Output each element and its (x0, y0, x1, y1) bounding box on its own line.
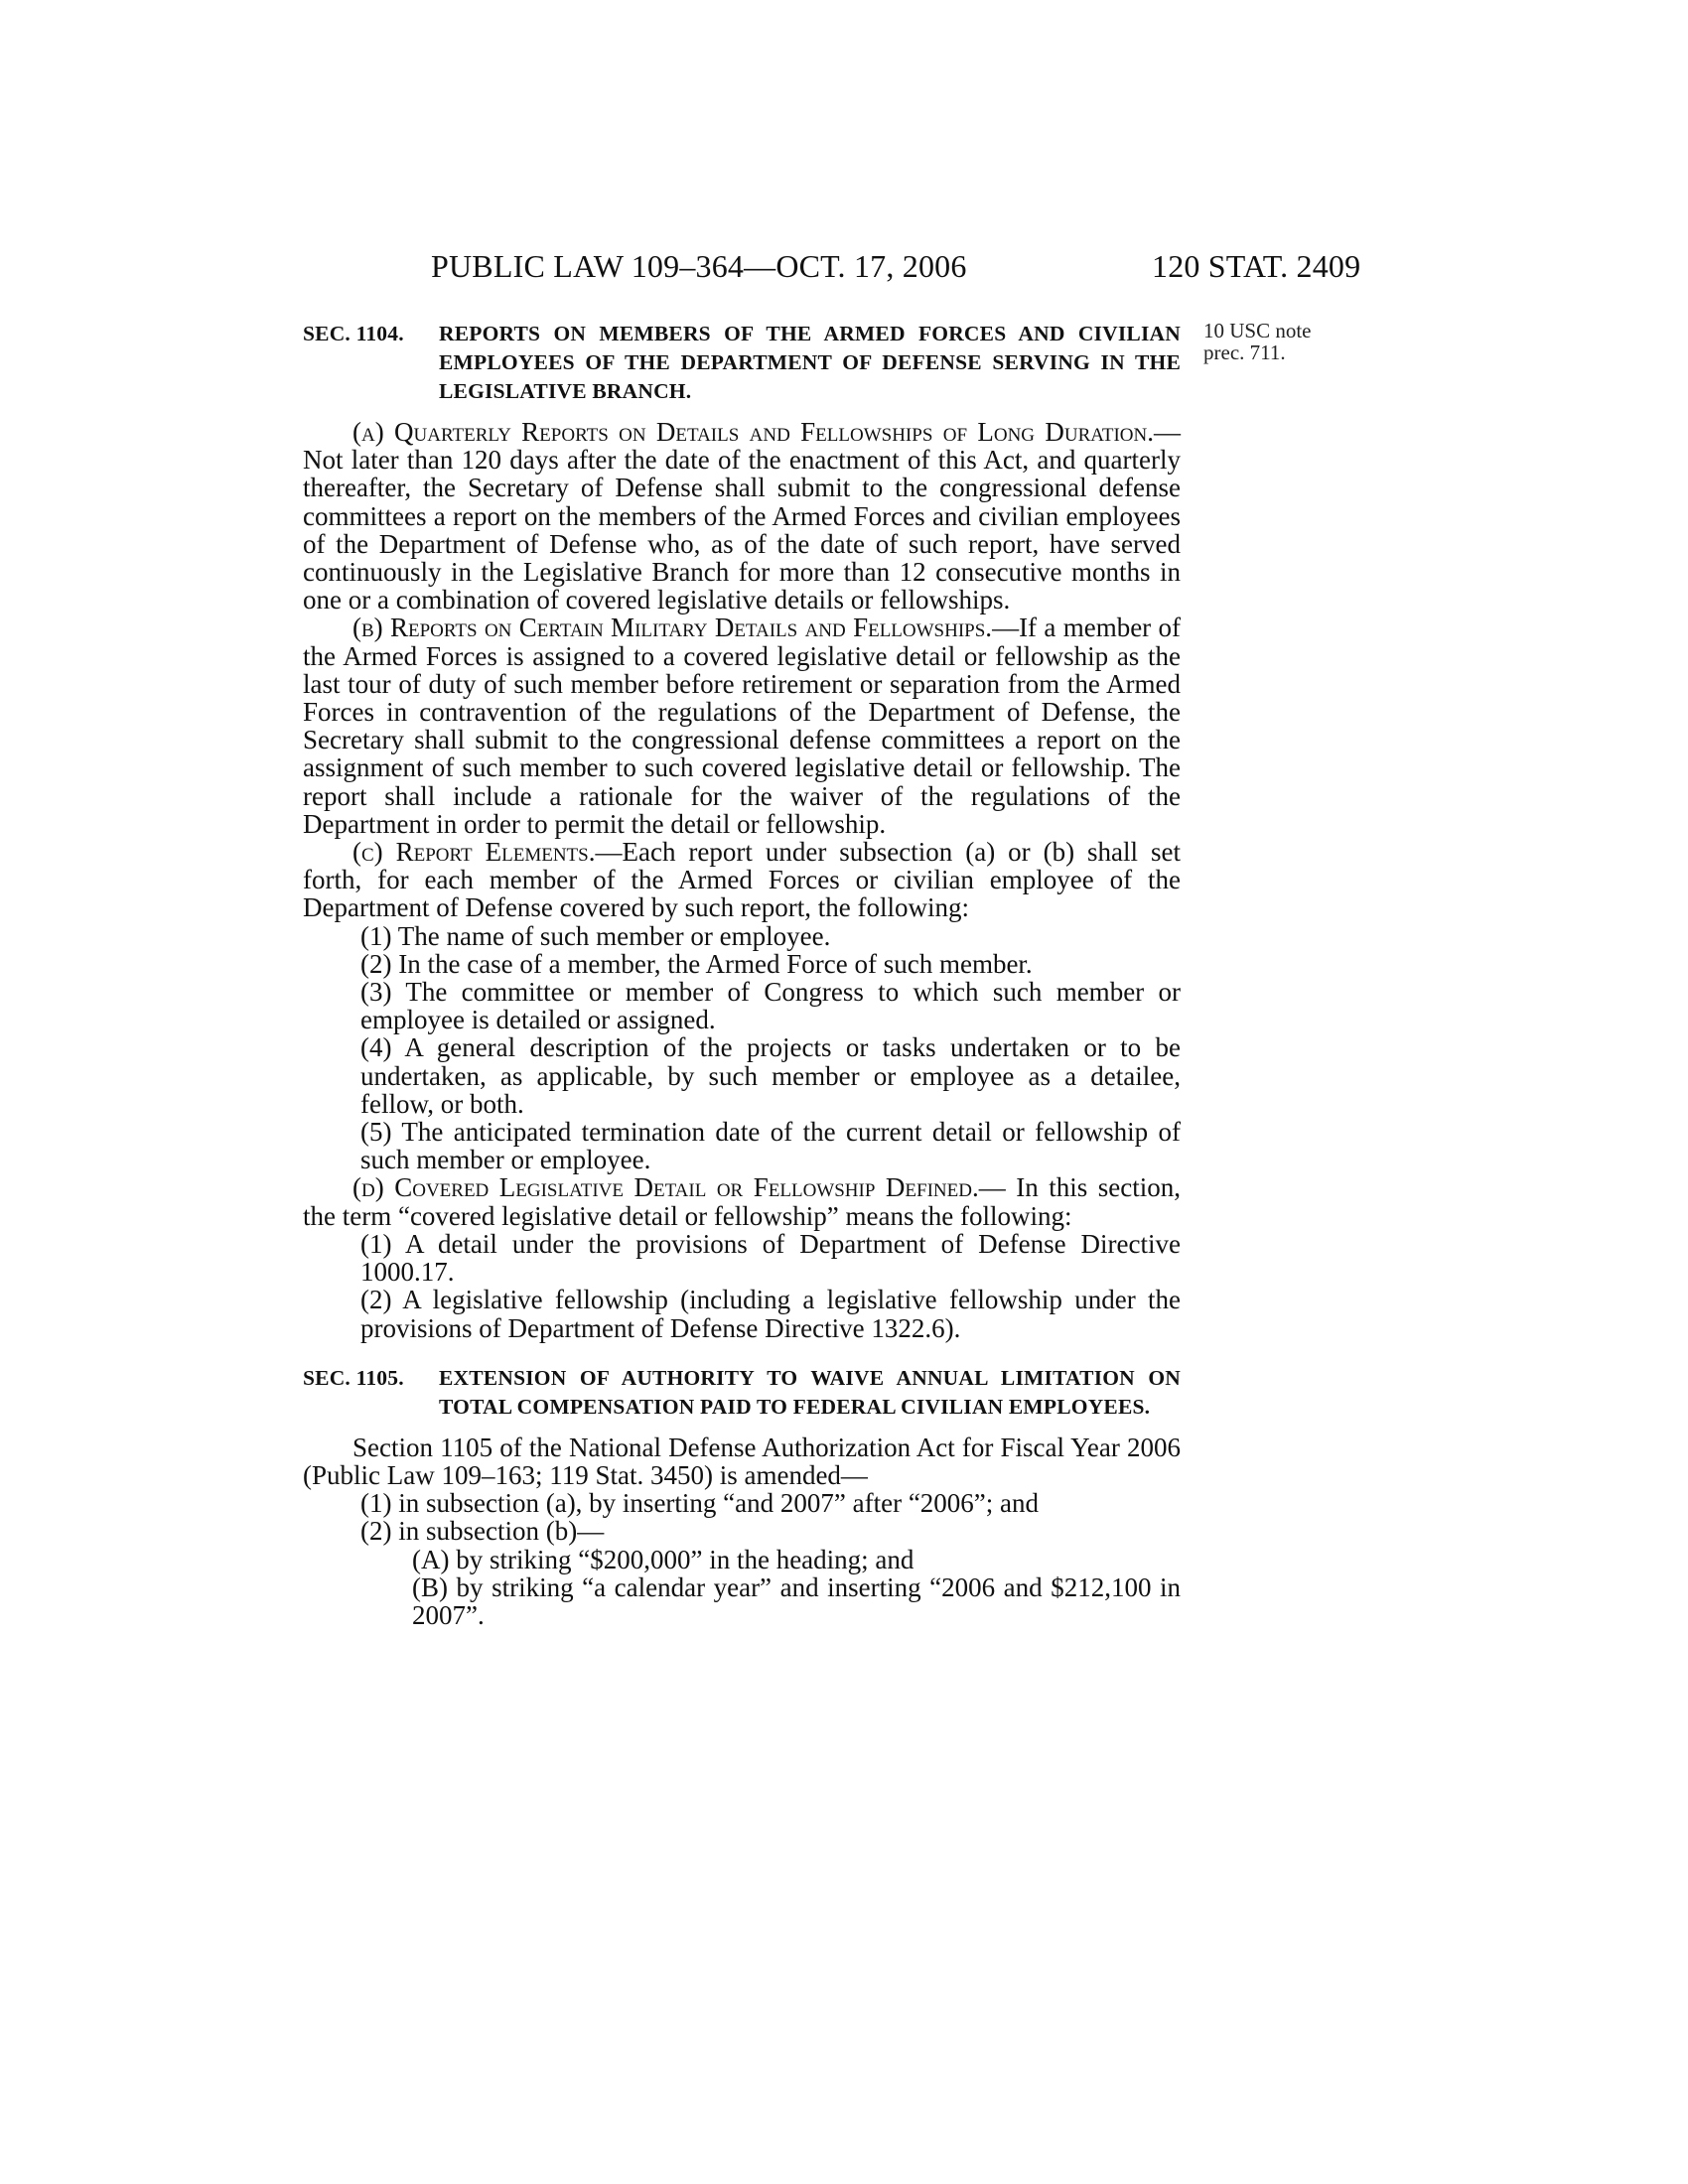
list-item: (1) in subsection (a), by inserting “and 2007” after “2006”; and (360, 1488, 1040, 1519)
subsection-c (303, 838, 1181, 922)
list-item: (1) A detail under the provisions of Department of Defense Directive 1000.17. (360, 1228, 1181, 1288)
list-item: (2) A legislative fellowship (including a legislative fellowship under the provisions of Department of Defense Directive 1322.6). (360, 1285, 1181, 1343)
margin-note (1203, 320, 1342, 363)
section-1104-heading (303, 320, 1181, 406)
section-1104-title: REPORTS ON MEMBERS OF THE ARMED FORCES AND CIVILIAN EMPLOYEES OF THE DEPARTMENT OF DEFENSE SERVING IN THE LEGISLATIVE BRANCH. (439, 322, 1181, 403)
section-1105-intro: Section 1105 of the National Defense Authorization Act for Fiscal Year 2006 (Public Law 109–163; 119 Stat. 3450) is amended— (303, 1432, 1181, 1490)
subsection-d-text: — In this section, the term “covered legislative detail or fellowship” means the following: (303, 1172, 1181, 1231)
section-1105-number: SEC. 1105. (303, 1365, 404, 1390)
list-item: (3) The committee or member of Congress to which such member or employee is detailed or assigned. (360, 977, 1181, 1035)
list-item: (2) in subsection (b)— (360, 1516, 605, 1547)
running-head-left: PUBLIC LAW 109–364—OCT. 17, 2006 (431, 248, 967, 284)
section-1105-heading (303, 1364, 1181, 1422)
margin-note-line2: prec. 711. (1203, 341, 1286, 364)
list-subitem: (A) by striking “$200,000” in the heading; and (412, 1544, 914, 1574)
subsection-b-text: —If a member of the Armed Forces is assigned to a covered legislative detail or fellowship as the last tour of duty of such member before retirement or separation from the Armed Forces in contravention of the regulations of the Department of Defense, the Secretary shall submit to the congressional defense committees a report on the assignment of such member to such covered legislative detail or fellowship. The report shall include a rationale for the waiver of the regulations of the Department in order to permit the detail or fellowship. (303, 613, 1181, 839)
subsection-d (303, 1173, 1181, 1229)
main-column (303, 320, 1181, 1629)
subsection-b-heading: (b) Reports on Certain Military Details and Fellowships. (352, 613, 993, 643)
list-item: (1) The name of such member or employee. (360, 920, 831, 951)
subsection-d-heading: (d) Covered Legislative Detail or Fellowship Defined. (352, 1172, 979, 1203)
subsection-a-heading: (a) Quarterly Reports on Details and Fellowships of Long Duration. (352, 417, 1154, 447)
subsection-a (303, 418, 1181, 614)
list-subitem: (B) by striking “a calendar year” and inserting “2006 and $212,100 in 2007”. (412, 1571, 1181, 1630)
list-item: (2) In the case of a member, the Armed Force of such member. (360, 948, 1033, 979)
list-item: (5) The anticipated termination date of the current detail or fellowship of such member or employee. (360, 1117, 1181, 1175)
margin-note-line1: 10 USC note (1203, 319, 1312, 342)
section-1104-number: SEC. 1104. (303, 322, 404, 345)
subsection-c-heading: (c) Report Elements. (352, 837, 596, 868)
section-1105-title: EXTENSION OF AUTHORITY TO WAIVE ANNUAL LIMITATION ON TOTAL COMPENSATION PAID TO FEDERAL CIVILIAN EMPLOYEES. (439, 1365, 1181, 1419)
list-item: (4) A general description of the projects or tasks undertaken or to be undertaken, as applicable, by such member or employee as a detailee, fellow, or both. (360, 1032, 1181, 1119)
subsection-c-text: —Each report under subsection (a) or (b) shall set forth, for each member of the Armed Forces or civilian employee of the Department of Defense covered by such report, the following: (303, 837, 1181, 923)
subsection-b (303, 614, 1181, 838)
subsection-a-text: —Not later than 120 days after the date of the enactment of this Act, and quarterly thereafter, the Secretary of Defense shall submit to the congressional defense committees a report on the members of the Armed Forces and civilian employees of the Department of Defense who, as of the date of such report, have served continuously in the Legislative Branch for more than 12 consecutive months in one or a combination of covered legislative details or fellowships. (303, 417, 1181, 615)
running-head-right: 120 STAT. 2409 (1152, 248, 1361, 284)
